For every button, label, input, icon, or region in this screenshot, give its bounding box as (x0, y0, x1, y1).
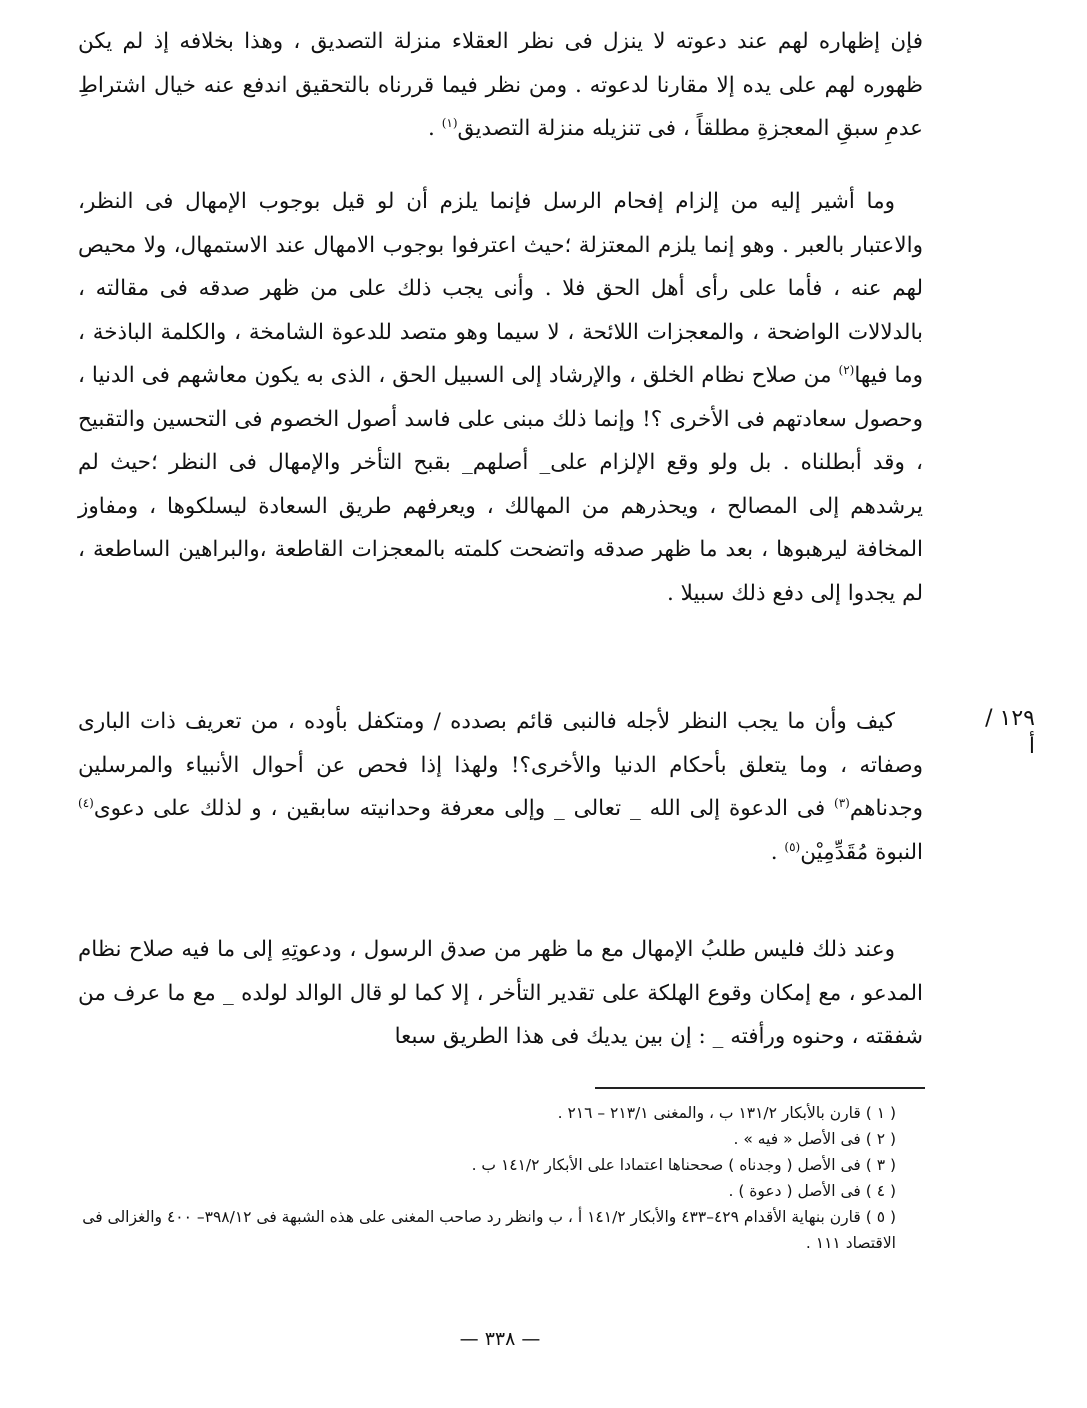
footnotes (80, 1100, 910, 1256)
main-text (78, 20, 923, 151)
paragraph-3-tail-3: . (770, 839, 785, 865)
footnote-ref-3: (٣) (834, 795, 850, 810)
footnote-divider (595, 1087, 925, 1089)
footnote-ref-5: (٥) (784, 839, 801, 854)
footnote-5: ( ٥ ) قارن بنهاية الأقدام ٤٢٩–٤٣٣ والأبكار ١٤١/٢ أ ، ب وانظر رد صاحب المغنى على هذه الشبهة فى ٣٩٨/١٢– ٤٠٠ والغزالى فى الاقتصاد ١١١ . (82, 1208, 896, 1252)
paragraph-1-tail: . (428, 116, 442, 141)
paragraph-1-text: فإن إظهاره لهم عند دعوته لا ينزل فى نظر العقلاء منزلة التصديق ، وهذا بخلافه إذ لم يكن ظهوره لهم على يده إلا مقارنا لدعوته . ومن نظر فيما قررناه بالتحقيق اندفع عنه خيال اشتراطِ عدمِ سبقِ المعجزةِ مطلقاً ، فى تنزيله منزلة التصديق (78, 29, 923, 141)
manuscript-folio-marker: ١٢٩ / أ (985, 706, 1035, 759)
paragraph-3-tail: فى الدعوة إلى الله _ تعالى _ وإلى معرفة وحدانيته سابقين ، و لذلك على دعوى (93, 796, 835, 821)
paragraph-3-text: كيف وأن ما يجب النظر لأجله فالنبى قائم بصدده / ومتكفل بأوده ، من تعريف ذات البارى وصفاته ، وما يتعلق بأحكام الدنيا والأخرى؟! ولهذا إذا فحص عن أحوال الأنبياء والمرسلين وجدناهم (78, 709, 923, 821)
footnote-ref-2: (٢) (838, 362, 855, 377)
page-number: — ٣٣٨ — (459, 1328, 541, 1350)
paragraph-2-tail: من صلاح نظام الخلق ، والإرشاد إلى السبيل الحق ، الذى به يكون معاشهم فى الدنيا ، وحصول سعادتهم فى الأخرى ؟! وإنما ذلك مبنى على فاسد أصول الخصوم فى التحسين والتقبيح ، وقد أبطلناه . بل ولو وقع الإلزام على_ أصلهم_ بقبح التأخر والإمهال فى النظر ؛حيث لم يرشدهم إلى المصالح ، ويحذرهم من المهالك ، ويعرفهم طريق السعادة ليسلكوها ، ومفاوز المخافة ليرهبوها ، بعد ما ظهر صدقه واتضحت كلمته بالمعجزات القاطعة ،والبراهين الساطعة ، لم يجدوا إلى دفع ذلك سبيلا . (78, 363, 923, 606)
paragraph-4 (78, 928, 923, 1059)
main-text-4 (78, 928, 923, 1059)
paragraph-2 (78, 180, 923, 615)
main-text-2 (78, 180, 923, 615)
footnote-ref-4: (٤) (78, 795, 94, 810)
paragraph-2-text: وما أشير إليه من إلزام إفحام الرسل فإنما يلزم أن لو قيل بوجوب الإمهال فى النظر، والاعتبار بالعبر . وهو إنما يلزم المعتزلة ؛حيث اعترفوا بوجوب الامهال عند الاستمهال، ولا محيص لهم عنه ، فأما على رأى أهل الحق فلا . وأنى يجب ذلك على من ظهر صدقه فى مقالته ، بالدلالات الواضحة ، والمعجزات اللائحة ، لا سيما وهو متصد للدعوة الشامخة ، والكلمة الباذخة ، وما فيها (78, 189, 924, 388)
footnote-2: ( ٢ ) فى الأصل « فيه » . (733, 1130, 896, 1148)
footnote-ref-1: (١) (441, 115, 458, 130)
footnote-4: ( ٤ ) فى الأصل ( دعوة ) . (728, 1182, 896, 1200)
footnote-1: ( ١ ) قارن بالأبكار ١٣١/٢ ب ، والمغنى ٢١٣/١ – ٢١٦ . (557, 1104, 896, 1122)
main-text-3 (78, 700, 923, 874)
paragraph-4-text: وعند ذلك فليس طلبُ الإمهال مع ما ظهر من صدق الرسول ، ودعوتِهِ إلى ما فيه صلاح نظام المدعو ، مع إمكان وقوع الهلكة على تقدير التأخر ، إلا كما لو قال الوالد لولده _ مع ما عرف من شفقته ، وحنوه ورأفته _ : إن بين يديك فى هذا الطريق سبعا (78, 937, 923, 1049)
paragraph-3 (78, 700, 923, 874)
paragraph-3-tail-2: النبوة مُقَدِّمِيْن (800, 839, 923, 865)
footnote-3: ( ٣ ) فى الأصل ( وجدناه ) صححناها اعتمادا على الأبكار ١٤١/٢ ب . (471, 1156, 896, 1174)
paragraph-1 (78, 20, 923, 151)
